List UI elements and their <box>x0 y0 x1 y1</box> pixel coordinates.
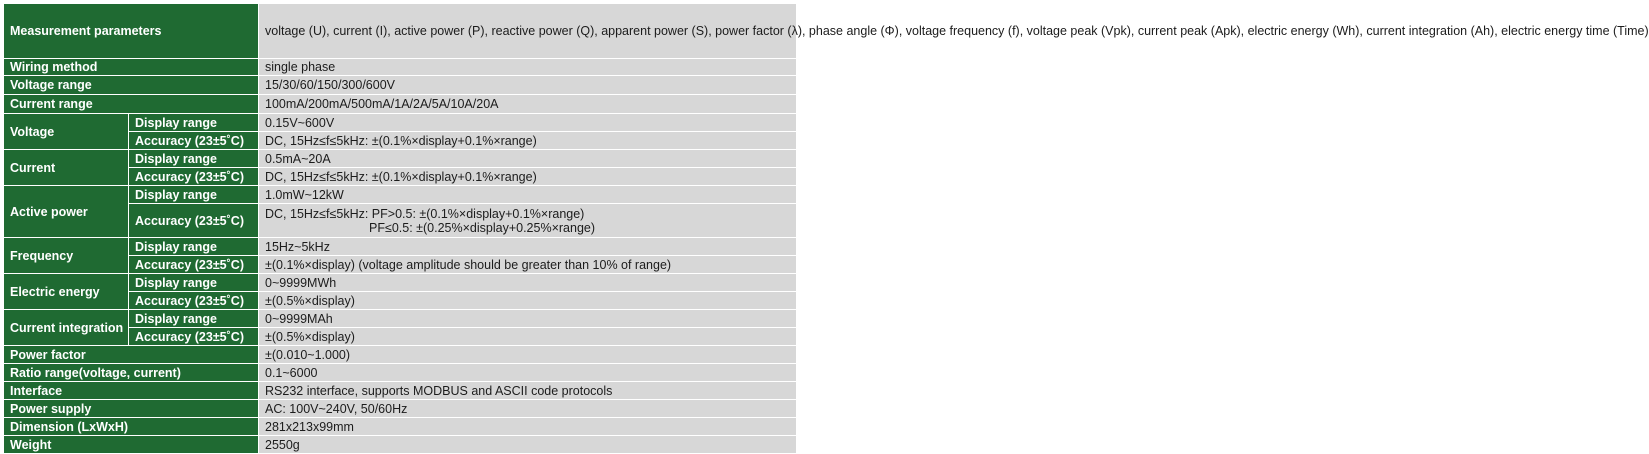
row-value-measurement: voltage (U), current (I), active power (P), reactive power (Q), apparent power (S), power factor (λ), phase angle (Φ), voltage frequency (f), voltage peak (Vpk), current peak (Apk), electric energy (Wh), current integration (Ah), electric energy time (Time) <box>259 4 797 59</box>
table-row <box>4 436 797 454</box>
row-label-current: Current <box>4 150 129 186</box>
row-label-ratio-range: Ratio range(voltage, current) <box>4 364 259 382</box>
row-value-electric-energy-display: 0~9999MWh <box>259 274 797 292</box>
row-value-frequency-display: 15Hz~5kHz <box>259 238 797 256</box>
sub-label-active-power-display: Display range <box>129 186 259 204</box>
table-row <box>4 274 797 292</box>
row-label-voltage-range: Voltage range <box>4 76 259 95</box>
row-value-active-power-accuracy <box>259 204 797 238</box>
row-label-voltage: Voltage <box>4 114 129 150</box>
row-value-dimension: 281x213x99mm <box>259 418 797 436</box>
row-label-power-factor: Power factor <box>4 346 259 364</box>
table-row <box>4 150 797 168</box>
row-value-current-range: 100mA/200mA/500mA/1A/2A/5A/10A/20A <box>259 95 797 114</box>
row-label-interface: Interface <box>4 382 259 400</box>
table-row <box>4 114 797 132</box>
spec-table <box>3 3 1649 454</box>
row-value-electric-energy-accuracy: ±(0.5%×display) <box>259 292 797 310</box>
row-value-active-power-display: 1.0mW~12kW <box>259 186 797 204</box>
sub-label-electric-energy-display: Display range <box>129 274 259 292</box>
table-row <box>4 4 797 59</box>
sub-label-voltage-display: Display range <box>129 114 259 132</box>
row-value-wiring: single phase <box>259 59 797 76</box>
row-label-current-integration: Current integration <box>4 310 129 346</box>
row-label-electric-energy: Electric energy <box>4 274 129 310</box>
sub-label-current-accuracy: Accuracy (23±5˚C) <box>129 168 259 186</box>
row-label-current-range: Current range <box>4 95 259 114</box>
table-row <box>4 310 797 328</box>
active-power-accuracy-line-1: DC, 15Hz≤f≤5kHz: PF>0.5: ±(0.1%×display+0.1%×range) <box>265 206 585 221</box>
table-row <box>4 364 797 382</box>
sub-label-current-display: Display range <box>129 150 259 168</box>
row-label-measurement: Measurement parameters <box>4 4 259 59</box>
row-label-dimension: Dimension (LxWxH) <box>4 418 259 436</box>
row-label-weight: Weight <box>4 436 259 454</box>
sub-label-current-integration-display: Display range <box>129 310 259 328</box>
table-row <box>4 238 797 256</box>
row-value-current-integration-accuracy: ±(0.5%×display) <box>259 328 797 346</box>
table-row <box>4 59 797 76</box>
row-value-power-supply: AC: 100V~240V, 50/60Hz <box>259 400 797 418</box>
active-power-accuracy-line-2: PF≤0.5: ±(0.25%×display+0.25%×range) <box>369 220 596 235</box>
row-value-power-factor: ±(0.010~1.000) <box>259 346 797 364</box>
sub-label-electric-energy-accuracy: Accuracy (23±5˚C) <box>129 292 259 310</box>
table-row <box>4 382 797 400</box>
row-value-current-accuracy: DC, 15Hz≤f≤5kHz: ±(0.1%×display+0.1%×range) <box>259 168 797 186</box>
row-value-current-display: 0.5mA~20A <box>259 150 797 168</box>
row-value-frequency-accuracy: ±(0.1%×display) (voltage amplitude should be greater than 10% of range) <box>259 256 797 274</box>
table-row <box>4 418 797 436</box>
table-row <box>4 346 797 364</box>
row-label-power-supply: Power supply <box>4 400 259 418</box>
sub-label-frequency-accuracy: Accuracy (23±5˚C) <box>129 256 259 274</box>
table-row <box>4 186 797 204</box>
sub-label-voltage-accuracy: Accuracy (23±5˚C) <box>129 132 259 150</box>
row-label-frequency: Frequency <box>4 238 129 274</box>
row-label-wiring: Wiring method <box>4 59 259 76</box>
row-value-current-integration-display: 0~9999MAh <box>259 310 797 328</box>
row-value-voltage-range: 15/30/60/150/300/600V <box>259 76 797 95</box>
row-label-active-power: Active power <box>4 186 129 238</box>
table-row <box>4 95 797 114</box>
row-value-weight: 2550g <box>259 436 797 454</box>
sub-label-current-integration-accuracy: Accuracy (23±5˚C) <box>129 328 259 346</box>
table-row <box>4 400 797 418</box>
row-value-interface: RS232 interface, supports MODBUS and ASCII code protocols <box>259 382 797 400</box>
row-value-voltage-accuracy: DC, 15Hz≤f≤5kHz: ±(0.1%×display+0.1%×range) <box>259 132 797 150</box>
sub-label-active-power-accuracy: Accuracy (23±5˚C) <box>129 204 259 238</box>
sub-label-frequency-display: Display range <box>129 238 259 256</box>
table-row <box>4 76 797 95</box>
row-value-ratio-range: 0.1~6000 <box>259 364 797 382</box>
row-value-voltage-display: 0.15V~600V <box>259 114 797 132</box>
